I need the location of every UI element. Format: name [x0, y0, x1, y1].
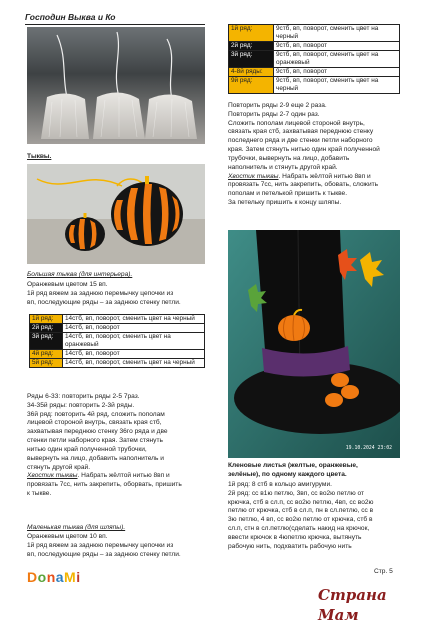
hat-photo — [228, 230, 400, 458]
row-label: 5й ряд: — [30, 359, 63, 368]
tail-text: . Набрать жёлтой нитью 8вп и — [77, 472, 170, 480]
right-instructions — [228, 102, 408, 208]
text-line: За петельку пришить к концу шляпы. — [228, 199, 342, 207]
text-line: Кленовые листья (желтые, оранжевые, — [228, 462, 358, 469]
row-label: 9й ряд: — [229, 77, 274, 94]
text-line: петлю от крючка, стб в сл.п, пн в сл.петлю, сс в — [228, 507, 374, 515]
table-row — [30, 333, 205, 350]
big-pumpkin-instructions — [27, 393, 209, 499]
small-pumpkin-rows-table — [228, 24, 400, 94]
row-label: 4-8й ряды: — [229, 68, 274, 77]
tail-heading: Хвостик тыквы — [27, 472, 78, 480]
text-line: 1й ряд: 8 стб в кольцо амигуруми. — [228, 481, 332, 488]
text-line: Оранжевым цветом 10 вп. — [27, 533, 108, 540]
text-line: ввести крючок в 4юпетлю крючка, вытянуть — [228, 533, 362, 541]
text-line: провязать 7сс, нить закрепить, оборвать, пришить — [27, 481, 182, 489]
row-text: 14стб, вп, поворот — [63, 350, 205, 359]
text-line: к тыкве. — [27, 490, 52, 498]
row-text: 9стб, вп, поворот — [274, 42, 400, 51]
text-line: Сложить пополам лицевой стороной внутрь, — [228, 119, 365, 127]
row-text: 14стб, вп, поворот, сменить цвет на оранжевый — [63, 333, 205, 350]
big-pumpkin-heading: Большая тыква (для интерьера). — [27, 271, 133, 278]
text-line: стянуть другой край. — [27, 463, 91, 471]
pumpkins-photo — [27, 164, 205, 264]
text-line: нитью один край полученной трубочки, — [27, 445, 147, 453]
text-line: связать края стб, захватывая переднюю стенку — [228, 128, 374, 136]
text-line: края. Затем стянуть нитью один край полученной — [228, 146, 380, 154]
page-number: Стр. 5 — [374, 568, 393, 575]
title-underline — [25, 24, 205, 25]
table-row — [30, 324, 205, 333]
photo-timestamp: 19.10.2024 23:02 — [345, 446, 392, 452]
leaves-instructions — [228, 481, 410, 552]
row-text: 14стб, вп, поворот, сменить цвет на черный — [63, 315, 205, 324]
text-line: Ряды 6-33: повторить ряды 2-5 7раз. — [27, 393, 140, 400]
text-line: стенки петли наборного края. Затем стянуть — [27, 437, 163, 445]
text-line: сл.п, стн в сл.петлю(сделать накид на крючок, — [228, 525, 370, 533]
text-line: 1й ряд вяжем за заднюю перемычку цепочки из — [27, 289, 174, 297]
row-text: 9стб, вп, поворот — [274, 68, 400, 77]
text-line: трубочки, вывернуть на лицо, добавить — [228, 154, 350, 162]
page-title: Господин Выква и Ко — [25, 12, 116, 22]
text-line: наполнитель и стянуть другой край. — [228, 163, 338, 171]
table-row — [229, 25, 400, 42]
row-label: 1й ряд: — [229, 25, 274, 42]
table-row — [229, 68, 400, 77]
tail-text: . Набрать жёлтой нитью 8вп и — [278, 172, 371, 180]
text-line: пополам и петелькой пришить к тыкве. — [228, 190, 348, 198]
row-text: 9стб, вп, поворот, сменить цвет на черный — [274, 77, 400, 94]
text-line: 1й ряд вяжем за заднюю перемычку цепочки из — [27, 541, 174, 549]
small-pumpkin-heading: Маленькая тыква (для шляпы). — [27, 524, 126, 531]
text-line: крючка, стб в сл.п, сс во2ю петлю, 4вп, сс во2ю — [228, 498, 374, 506]
text-line: рабочую нить, подхватить рабочую нить — [228, 542, 352, 550]
row-text: 9стб, вп, поворот, сменить цвет на оранжевый — [274, 51, 400, 68]
text-line: 3ю петлю, 4 вп, сс во2ю петлю от крючка, стб в — [228, 516, 373, 524]
brand-logo: DonaMi — [27, 569, 81, 585]
table-row — [30, 350, 205, 359]
row-label: 1й ряд: — [30, 315, 63, 324]
text-line: Повторить ряды 2-9 еще 2 раза. — [228, 102, 327, 109]
row-label: 3й ряд: — [30, 333, 63, 350]
small-pumpkin-intro — [27, 533, 209, 559]
text-line: 34-35й ряды: повторить 2-3й ряды. — [27, 401, 135, 409]
text-line: вывернуть на лицо, добавить наполнитель и — [27, 454, 164, 462]
text-line: Повторить ряды 2-7 один раз. — [228, 110, 320, 118]
row-label: 2й ряд: — [30, 324, 63, 333]
text-line: 36й ряд: повторить 4й ряд, сложить пополам — [27, 410, 165, 418]
big-pumpkin-rows-table — [29, 314, 205, 368]
big-pumpkin-intro — [27, 281, 207, 307]
row-label: 4й ряд: — [30, 350, 63, 359]
tassels-photo — [27, 27, 205, 144]
text-line: Оранжевым цветом 15 вп. — [27, 281, 108, 288]
row-text: 14стб, вп, поворот — [63, 324, 205, 333]
text-line — [27, 472, 209, 481]
text-line: провязать 7сс, нить закрепить, обовать, сложить — [228, 181, 379, 189]
table-row — [229, 42, 400, 51]
row-text: 14стб, вп, поворот, сменить цвет на черный — [63, 359, 205, 368]
table-row — [30, 359, 205, 368]
leaves-heading — [228, 462, 408, 480]
text-line: вп, последующие ряды – за заднюю стенку петли. — [27, 550, 181, 558]
text-line: последнего ряда и две стенки петли наборного — [228, 137, 373, 145]
table-row — [30, 315, 205, 324]
row-label: 2й ряд: — [229, 42, 274, 51]
row-text: 9стб, вп, поворот, сменить цвет на черный — [274, 25, 400, 42]
tail-heading: Хвостик тыквы — [228, 172, 279, 180]
section-pumpkins-title: Тыквы. — [27, 153, 52, 160]
watermark: Страна Мам — [318, 586, 387, 625]
text-line: 2й ряд: сс в1ю петлю, 3вп, сс во2ю петлю от — [228, 489, 365, 497]
table-row — [229, 51, 400, 68]
table-row — [229, 77, 400, 94]
row-label: 3й ряд: — [229, 51, 274, 68]
text-line: захватывая переднюю стенку 36го ряда и две — [27, 428, 168, 436]
text-line: лицевой стороной внутрь, связать края стб, — [27, 419, 162, 427]
text-line: вп, последующие ряды – за заднюю стенку петли. — [27, 298, 181, 306]
text-line: зелёные), по одному каждого цвета. — [228, 470, 347, 478]
